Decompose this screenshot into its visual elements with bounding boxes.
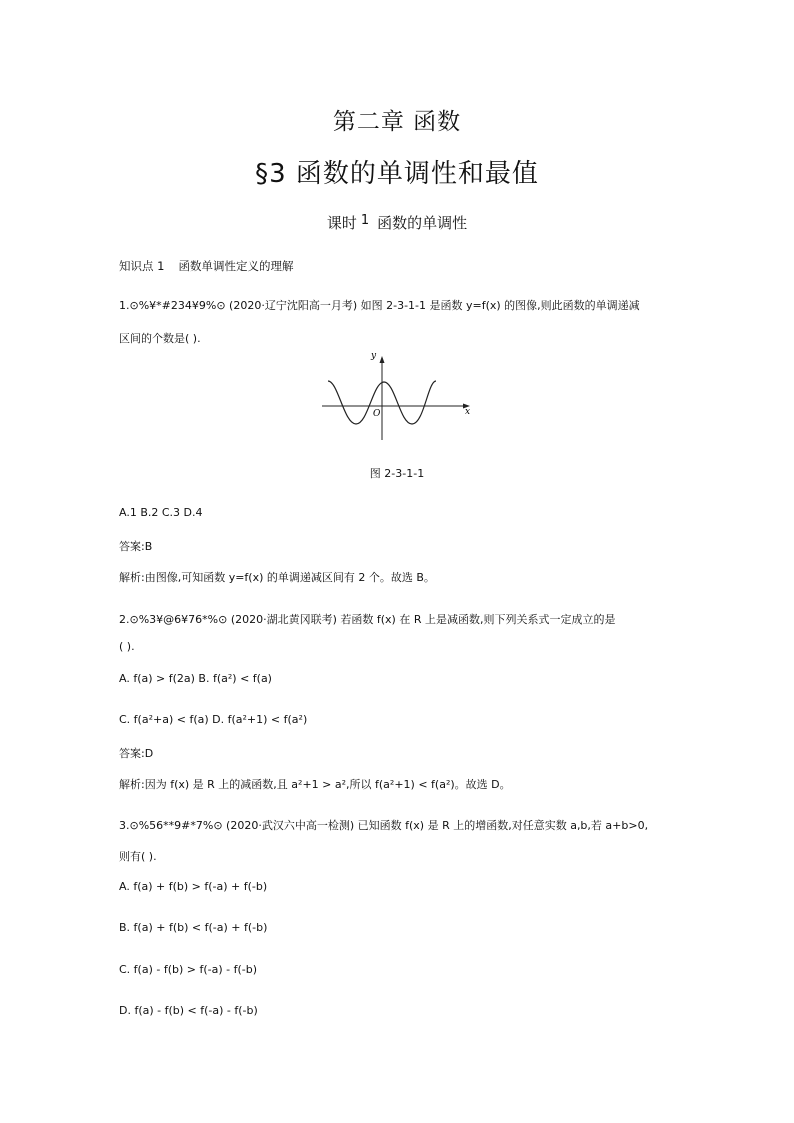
q3-stem-line1: 3.⊙%56**9#*7%⊙ (2020·武汉六中高一检测) 已知函数 f(x) 是 R 上的增函数,对任意实数 a,b,若 a+b>0, — [119, 819, 649, 832]
origin-label: O — [373, 409, 381, 419]
knowledge-point-label: 知识点 1 — [119, 259, 165, 273]
section-title: §3 函数的单调性和最值 — [255, 159, 539, 189]
q1-stem-line2: 区间的个数是( ). — [119, 332, 201, 345]
q2-stem-line2: ( ). — [119, 640, 135, 653]
q3-option-b: B. f(a) + f(b) < f(-a) + f(-b) — [119, 921, 268, 934]
q2-options-line1: A. f(a) > f(2a) B. f(a²) < f(a) — [119, 672, 272, 685]
figure-caption: 图 2-3-1-1 — [369, 467, 425, 480]
knowledge-point-heading — [119, 258, 293, 274]
q1-analysis: 解析:由图像,可知函数 y=f(x) 的单调递减区间有 2 个。故选 B。 — [119, 571, 435, 584]
lesson-number: 1 — [360, 213, 370, 228]
q2-stem-line1: 2.⊙%3¥@6¥76*%⊙ (2020·湖北黄冈联考) 若函数 f(x) 在 R 上是减函数,则下列关系式一定成立的是 — [119, 613, 616, 626]
q3-option-c: C. f(a) - f(b) > f(-a) - f(-b) — [119, 963, 258, 976]
x-axis-label: x — [465, 407, 471, 417]
q1-stem-line1: 1.⊙%¥*#234¥9%⊙ (2020·辽宁沈阳高一月考) 如图 2-3-1-1 是函数 y=f(x) 的图像,则此函数的单调递减 — [119, 299, 640, 312]
lesson-prefix: 课时 — [326, 214, 357, 232]
q2-analysis: 解析:因为 f(x) 是 R 上的减函数,且 a²+1 > a²,所以 f(a²+1) < f(a²)。故选 D。 — [119, 778, 511, 791]
q1-answer: 答案:B — [119, 540, 153, 553]
function-graph — [318, 348, 478, 440]
q2-answer: 答案:D — [119, 747, 154, 760]
knowledge-point-title: 函数单调性定义的理解 — [178, 259, 294, 273]
y-axis-arrow — [380, 356, 385, 363]
lesson-name: 函数的单调性 — [377, 214, 468, 232]
q3-option-a: A. f(a) + f(b) > f(-a) + f(-b) — [119, 880, 268, 893]
q3-stem-line2: 则有( ). — [119, 850, 157, 863]
lesson-title — [0, 212, 794, 233]
chapter-title: 第二章 函数 — [332, 109, 462, 135]
y-axis-label: y — [371, 351, 377, 361]
q1-options: A.1 B.2 C.3 D.4 — [119, 506, 203, 519]
q2-options-line2: C. f(a²+a) < f(a) D. f(a²+1) < f(a²) — [119, 713, 308, 726]
q3-option-d: D. f(a) - f(b) < f(-a) - f(-b) — [119, 1004, 258, 1017]
